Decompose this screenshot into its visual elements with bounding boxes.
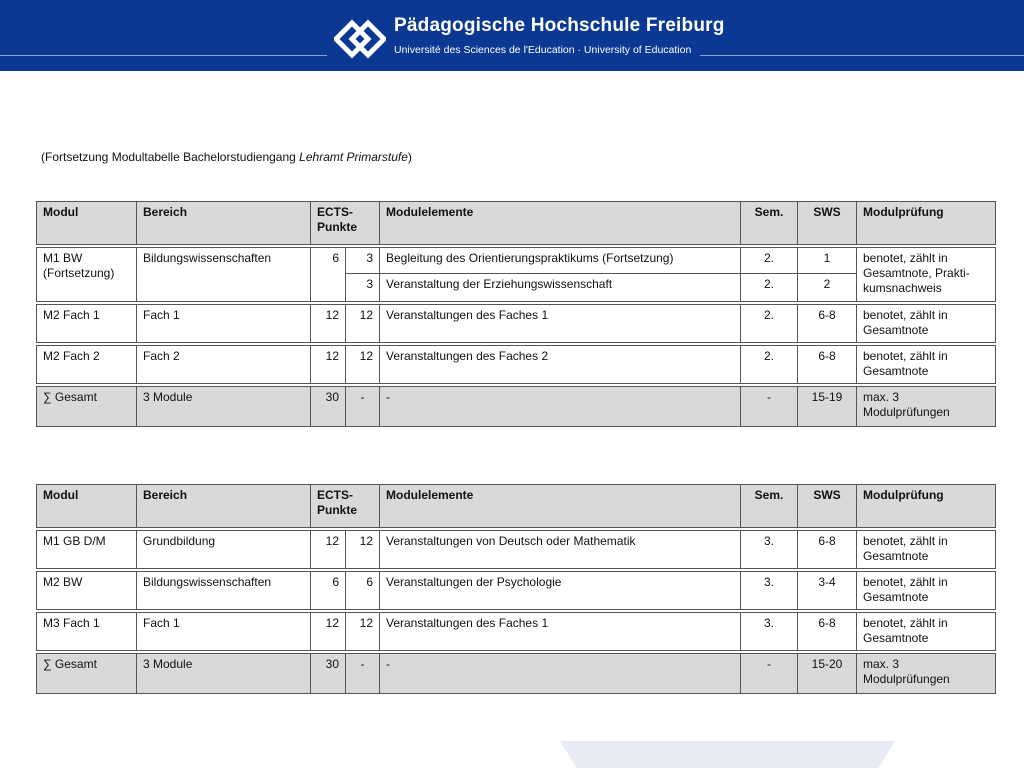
pruefung-cell: max. 3 Modulprüfungen (857, 387, 996, 427)
module-table-semester-2 (36, 201, 996, 427)
col-ects: ECTS- Punkte (311, 485, 380, 528)
col-modulelemente: Modulelemente (380, 202, 741, 245)
modulelement-cell: Veranstaltungen von Deutsch oder Mathematik (380, 531, 741, 569)
modul-cell: M3 Fach 1 (37, 613, 137, 651)
pruefung-cell: benotet, zählt in Gesamtnote (857, 613, 996, 651)
ects-cell: 30 (311, 387, 346, 427)
pruefung-cell: benotet, zählt in Gesamtnote (857, 531, 996, 569)
table-row (37, 572, 996, 610)
ects-cell: 12 (311, 305, 346, 343)
sem-cell: 2. (741, 346, 798, 384)
col-modul: Modul (37, 202, 137, 245)
sws-cell: 6-8 (798, 346, 857, 384)
table-row (37, 531, 996, 569)
element-ects-cell: 12 (346, 531, 380, 569)
element-ects-cell: 3 (346, 248, 380, 274)
element-ects-cell: 3 (346, 274, 380, 302)
modulelement-cell: - (380, 654, 741, 694)
element-ects-cell: 12 (346, 346, 380, 384)
university-subtitle: Université des Sciences de l'Education · University of Education (394, 44, 692, 56)
header-rule-left (0, 55, 327, 56)
col-modulpruefung: Modulprüfung (857, 202, 996, 245)
modulelement-cell: Veranstaltungen des Faches 1 (380, 613, 741, 651)
modulelement-cell: Veranstaltungen des Faches 1 (380, 305, 741, 343)
ects-cell: 6 (311, 248, 346, 302)
sws-cell: 1 (798, 248, 857, 274)
table-row (37, 613, 996, 651)
element-ects-cell: - (346, 387, 380, 427)
header-rule-right (700, 55, 1024, 56)
pruefung-cell: max. 3 Modulprüfungen (857, 654, 996, 694)
table-row (37, 346, 996, 384)
col-modulpruefung: Modulprüfung (857, 485, 996, 528)
total-row (37, 654, 996, 694)
pruefung-cell: benotet, zählt in Gesamtnote (857, 572, 996, 610)
modulelement-cell: Veranstaltungen des Faches 2 (380, 346, 741, 384)
sem-cell: 2. (741, 305, 798, 343)
sem-cell: 2. (741, 274, 798, 302)
total-row (37, 387, 996, 427)
modul-cell: ∑ Gesamt (37, 654, 137, 694)
ects-cell: 12 (311, 346, 346, 384)
sws-cell: 15-19 (798, 387, 857, 427)
modul-cell: M2 Fach 2 (37, 346, 137, 384)
modul-cell: ∑ Gesamt (37, 387, 137, 427)
col-sem: Sem. (741, 485, 798, 528)
col-bereich: Bereich (137, 202, 311, 245)
sws-cell: 6-8 (798, 305, 857, 343)
col-sem: Sem. (741, 202, 798, 245)
sem-cell: 3. (741, 531, 798, 569)
bereich-cell: Fach 1 (137, 305, 311, 343)
ph-freiburg-logo-icon (334, 17, 386, 61)
col-bereich: Bereich (137, 485, 311, 528)
modul-cell: M2 BW (37, 572, 137, 610)
bereich-cell: Fach 2 (137, 346, 311, 384)
header-banner (0, 0, 1024, 71)
bereich-cell: Fach 1 (137, 613, 311, 651)
modulelement-cell: - (380, 387, 741, 427)
table-caption: (Fortsetzung Modultabelle Bachelorstudiengang Lehramt Primarstufe) (41, 150, 412, 164)
footer-decoration (560, 741, 895, 768)
col-ects: ECTS- Punkte (311, 202, 380, 245)
table-row (37, 305, 996, 343)
sem-cell: 3. (741, 572, 798, 610)
sws-cell: 6-8 (798, 531, 857, 569)
col-sws: SWS (798, 202, 857, 245)
ects-cell: 6 (311, 572, 346, 610)
module-table-semester-3 (36, 484, 996, 694)
table-header-row (37, 485, 996, 528)
element-ects-cell: 6 (346, 572, 380, 610)
pruefung-cell: benotet, zählt in Gesamtnote (857, 346, 996, 384)
col-modul: Modul (37, 485, 137, 528)
element-ects-cell: 12 (346, 613, 380, 651)
sem-cell: - (741, 387, 798, 427)
sws-cell: 3-4 (798, 572, 857, 610)
table-header-row (37, 202, 996, 245)
modul-cell: M1 BW (Fortsetzung) (37, 248, 137, 302)
bereich-cell: Grundbildung (137, 531, 311, 569)
ects-cell: 12 (311, 531, 346, 569)
ects-cell: 12 (311, 613, 346, 651)
bereich-cell: Bildungswissenschaften (137, 248, 311, 302)
sws-cell: 6-8 (798, 613, 857, 651)
pruefung-cell: benotet, zählt in Gesamtnote (857, 305, 996, 343)
col-modulelemente: Modulelemente (380, 485, 741, 528)
modul-cell: M1 GB D/M (37, 531, 137, 569)
col-sws: SWS (798, 485, 857, 528)
sws-cell: 15-20 (798, 654, 857, 694)
modul-cell: M2 Fach 1 (37, 305, 137, 343)
modulelement-cell: Veranstaltungen der Psychologie (380, 572, 741, 610)
sem-cell: - (741, 654, 798, 694)
bereich-cell: 3 Module (137, 654, 311, 694)
sem-cell: 2. (741, 248, 798, 274)
modulelement-cell: Veranstaltung der Erziehungswissenschaft (380, 274, 741, 302)
bereich-cell: 3 Module (137, 387, 311, 427)
sem-cell: 3. (741, 613, 798, 651)
table-row (37, 248, 996, 274)
sws-cell: 2 (798, 274, 857, 302)
element-ects-cell: - (346, 654, 380, 694)
pruefung-cell: benotet, zählt in Gesamtnote, Prakti- kumsnachweis (857, 248, 996, 302)
element-ects-cell: 12 (346, 305, 380, 343)
modulelement-cell: Begleitung des Orientierungspraktikums (Fortsetzung) (380, 248, 741, 274)
bereich-cell: Bildungswissenschaften (137, 572, 311, 610)
ects-cell: 30 (311, 654, 346, 694)
university-name: Pädagogische Hochschule Freiburg (394, 15, 725, 36)
